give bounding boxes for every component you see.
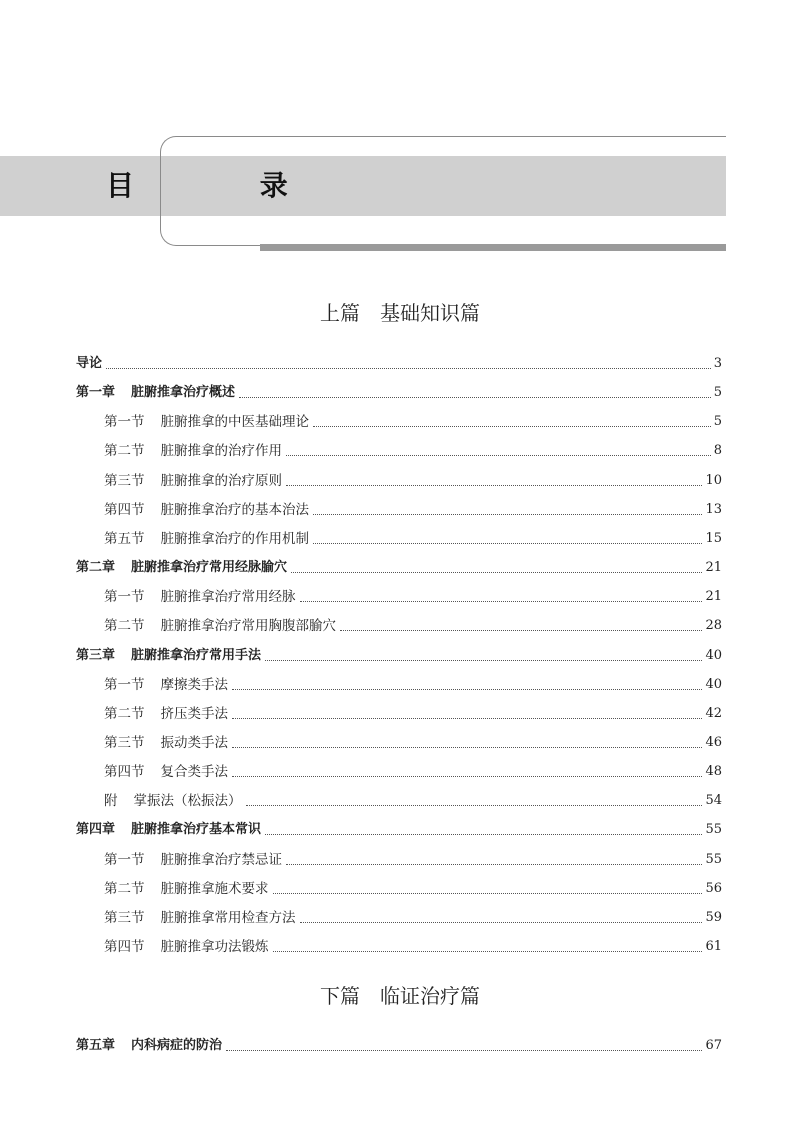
- toc-page-number: 21: [705, 560, 722, 576]
- toc-entry-label: [104, 471, 282, 491]
- toc-leader-dots: [286, 485, 702, 486]
- toc-leader-dots: [291, 572, 702, 573]
- toc-leader-dots: [232, 718, 702, 719]
- toc-section-entry[interactable]: [104, 673, 722, 695]
- toc-entry-label: [76, 354, 102, 374]
- part-title: 下篇 临证治疗篇: [320, 984, 480, 1008]
- toc-entry-title: 脏腑推拿治疗禁忌证: [160, 851, 282, 868]
- toc-entry-title: 脏腑推拿治疗常用经脉腧穴: [131, 560, 288, 576]
- toc-page-number: 3: [713, 356, 722, 371]
- toc-entry-title: 脏腑推拿常用检查方法: [160, 909, 296, 926]
- toc-leader-dots: [232, 747, 702, 748]
- toc-page-number: 5: [713, 385, 722, 401]
- toc-leader-dots: [313, 543, 702, 544]
- toc-entry-number: 第一节: [104, 851, 145, 868]
- toc-entry-label: [76, 558, 287, 578]
- toc-entry-number: 第二节: [104, 880, 145, 897]
- toc-entry-label: [104, 704, 228, 724]
- toc-entry-title: 脏腑推拿施术要求: [160, 880, 269, 897]
- toc-entry-label: [104, 675, 228, 695]
- toc-section-entry[interactable]: [104, 760, 722, 782]
- toc-page-number: 28: [705, 618, 722, 634]
- toc-page-number: 55: [705, 822, 722, 838]
- toc-entry-label: [104, 850, 282, 870]
- toc-chapter-entry[interactable]: [76, 644, 722, 666]
- toc-entry-number: 导论: [76, 356, 103, 371]
- toc-entry-title: 内科病症的防治: [131, 1038, 223, 1053]
- toc-entry-number: 第三章: [76, 647, 116, 663]
- toc-entry-label: [104, 762, 228, 782]
- header-underline-bar: [260, 244, 726, 251]
- toc-page-number: 40: [705, 647, 722, 663]
- toc-section-entry[interactable]: [104, 731, 722, 753]
- toc-page-number: 54: [705, 793, 722, 809]
- toc-entry-title: 脏腑推拿治疗常用手法: [131, 647, 262, 663]
- toc-leader-dots: [106, 368, 711, 369]
- toc-entry-title: 脏腑推拿的治疗原则: [160, 472, 282, 489]
- toc-leader-dots: [313, 514, 702, 515]
- toc-section-entry[interactable]: [104, 410, 722, 432]
- page-title: 目 录: [106, 169, 346, 202]
- toc-page-number: 56: [705, 880, 722, 896]
- toc-entry-number: 第二节: [104, 705, 145, 722]
- toc-entry-label: [104, 791, 242, 811]
- toc-section-entry[interactable]: [104, 789, 722, 811]
- toc-entry-title: 掌振法（松振法）: [133, 793, 242, 810]
- toc-entry-number: 第五章: [76, 1038, 116, 1053]
- toc-section-entry[interactable]: [104, 469, 722, 491]
- toc-leader-dots: [300, 922, 703, 923]
- toc-entry-number: 第一节: [104, 676, 145, 693]
- toc-entry-number: 第二节: [104, 443, 145, 460]
- toc-page-number: 55: [705, 851, 722, 867]
- toc-leader-dots: [286, 455, 711, 456]
- toc-entry-title: 复合类手法: [160, 764, 228, 781]
- toc-entry-number: 附: [104, 793, 118, 810]
- toc-page-number: 59: [705, 909, 722, 925]
- toc-section-entry[interactable]: [104, 935, 722, 957]
- toc-entry-label: [104, 441, 282, 461]
- toc-entry-title: 脏腑推拿治疗的基本治法: [160, 501, 309, 518]
- toc-entry-number: 第一节: [104, 414, 145, 431]
- toc-leader-dots: [265, 834, 702, 835]
- toc-page-number: 5: [713, 414, 722, 430]
- toc-leader-dots: [273, 893, 703, 894]
- toc-leader-dots: [246, 805, 703, 806]
- toc-section-entry[interactable]: [104, 585, 722, 607]
- toc-section-entry[interactable]: [104, 527, 722, 549]
- toc-entry-number: 第四章: [76, 822, 116, 838]
- toc-leader-dots: [273, 951, 703, 952]
- toc-entry-label: [104, 587, 296, 607]
- toc-entry-number: 第五节: [104, 530, 145, 547]
- toc-entry-label: [104, 733, 228, 753]
- toc-entry-label: [76, 383, 235, 403]
- toc-page-number: 42: [705, 705, 722, 721]
- toc-entry-title: 脏腑推拿治疗常用胸腹部腧穴: [160, 618, 336, 635]
- toc-entry-label: [76, 1036, 222, 1056]
- toc-page-number: 10: [705, 472, 722, 488]
- toc-entry-title: 脏腑推拿的中医基础理论: [160, 414, 309, 431]
- toc-section-entry[interactable]: [104, 614, 722, 636]
- toc-chapter-entry[interactable]: [76, 1034, 722, 1056]
- toc-entry-title: 脏腑推拿治疗的作用机制: [160, 530, 309, 547]
- toc-page-number: 48: [705, 764, 722, 780]
- toc-entry-label: [104, 937, 269, 957]
- toc-leader-dots: [232, 776, 702, 777]
- toc-page-number: 13: [705, 501, 722, 517]
- toc-entry-title: 脏腑推拿功法锻炼: [160, 939, 269, 955]
- toc-chapter-entry[interactable]: [76, 818, 722, 840]
- toc-entry-number: 第二节: [104, 618, 145, 635]
- toc-entry-number: 第三节: [104, 472, 145, 489]
- toc-entry-label: [104, 412, 309, 432]
- toc-leader-dots: [313, 426, 711, 427]
- toc-entry-number: 第四节: [104, 501, 145, 518]
- toc-entry-title: 脏腑推拿治疗概述: [131, 385, 236, 401]
- toc-section-entry[interactable]: [104, 498, 722, 520]
- toc-section-entry[interactable]: [104, 439, 722, 461]
- toc-page-number: 46: [705, 734, 722, 750]
- toc-page-number: 67: [705, 1038, 722, 1053]
- toc-chapter-entry[interactable]: [76, 352, 722, 374]
- toc-entry-title: 摩擦类手法: [160, 676, 228, 693]
- toc-leader-dots: [239, 397, 711, 398]
- toc-entry-label: [76, 646, 261, 666]
- toc-section-entry[interactable]: [104, 848, 722, 870]
- toc-entry-number: 第三节: [104, 909, 145, 926]
- toc-entry-title: 脏腑推拿的治疗作用: [160, 443, 282, 460]
- toc-section-entry[interactable]: [104, 906, 722, 928]
- toc-leader-dots: [300, 601, 703, 602]
- toc-leader-dots: [340, 630, 702, 631]
- toc-leader-dots: [286, 864, 702, 865]
- toc-entry-label: [104, 616, 336, 636]
- toc-page-number: 40: [705, 676, 722, 692]
- toc-entry-number: 第一节: [104, 589, 145, 606]
- toc-entry-title: 脏腑推拿治疗常用经脉: [160, 589, 296, 606]
- toc-page-number: 15: [705, 530, 722, 546]
- toc-entry-label: [104, 879, 269, 899]
- toc-entry-label: [76, 820, 261, 840]
- toc-entry-number: 第四节: [104, 764, 145, 781]
- toc-entry-label: [104, 529, 309, 549]
- toc-entry-number: 第一章: [76, 385, 116, 401]
- toc-page-number: 61: [705, 939, 722, 954]
- toc-chapter-entry[interactable]: [76, 381, 722, 403]
- toc-chapter-entry[interactable]: [76, 556, 722, 578]
- toc-section-entry[interactable]: [104, 877, 722, 899]
- toc-entry-number: 第三节: [104, 734, 145, 751]
- toc-entry-number: 第四节: [104, 939, 145, 955]
- toc-leader-dots: [232, 689, 702, 690]
- toc-page-number: 21: [705, 589, 722, 605]
- toc-leader-dots: [226, 1050, 702, 1051]
- toc-entry-number: 第二章: [76, 560, 116, 576]
- toc-entry-title: 挤压类手法: [160, 705, 228, 722]
- part-title: 上篇 基础知识篇: [320, 301, 480, 325]
- toc-entry-title: 振动类手法: [160, 734, 228, 751]
- toc-entry-title: 脏腑推拿治疗基本常识: [131, 822, 262, 838]
- toc-leader-dots: [265, 660, 702, 661]
- toc-page-number: 8: [713, 443, 722, 459]
- toc-entry-label: [104, 908, 296, 928]
- toc-entry-label: [104, 500, 309, 520]
- toc-section-entry[interactable]: [104, 702, 722, 724]
